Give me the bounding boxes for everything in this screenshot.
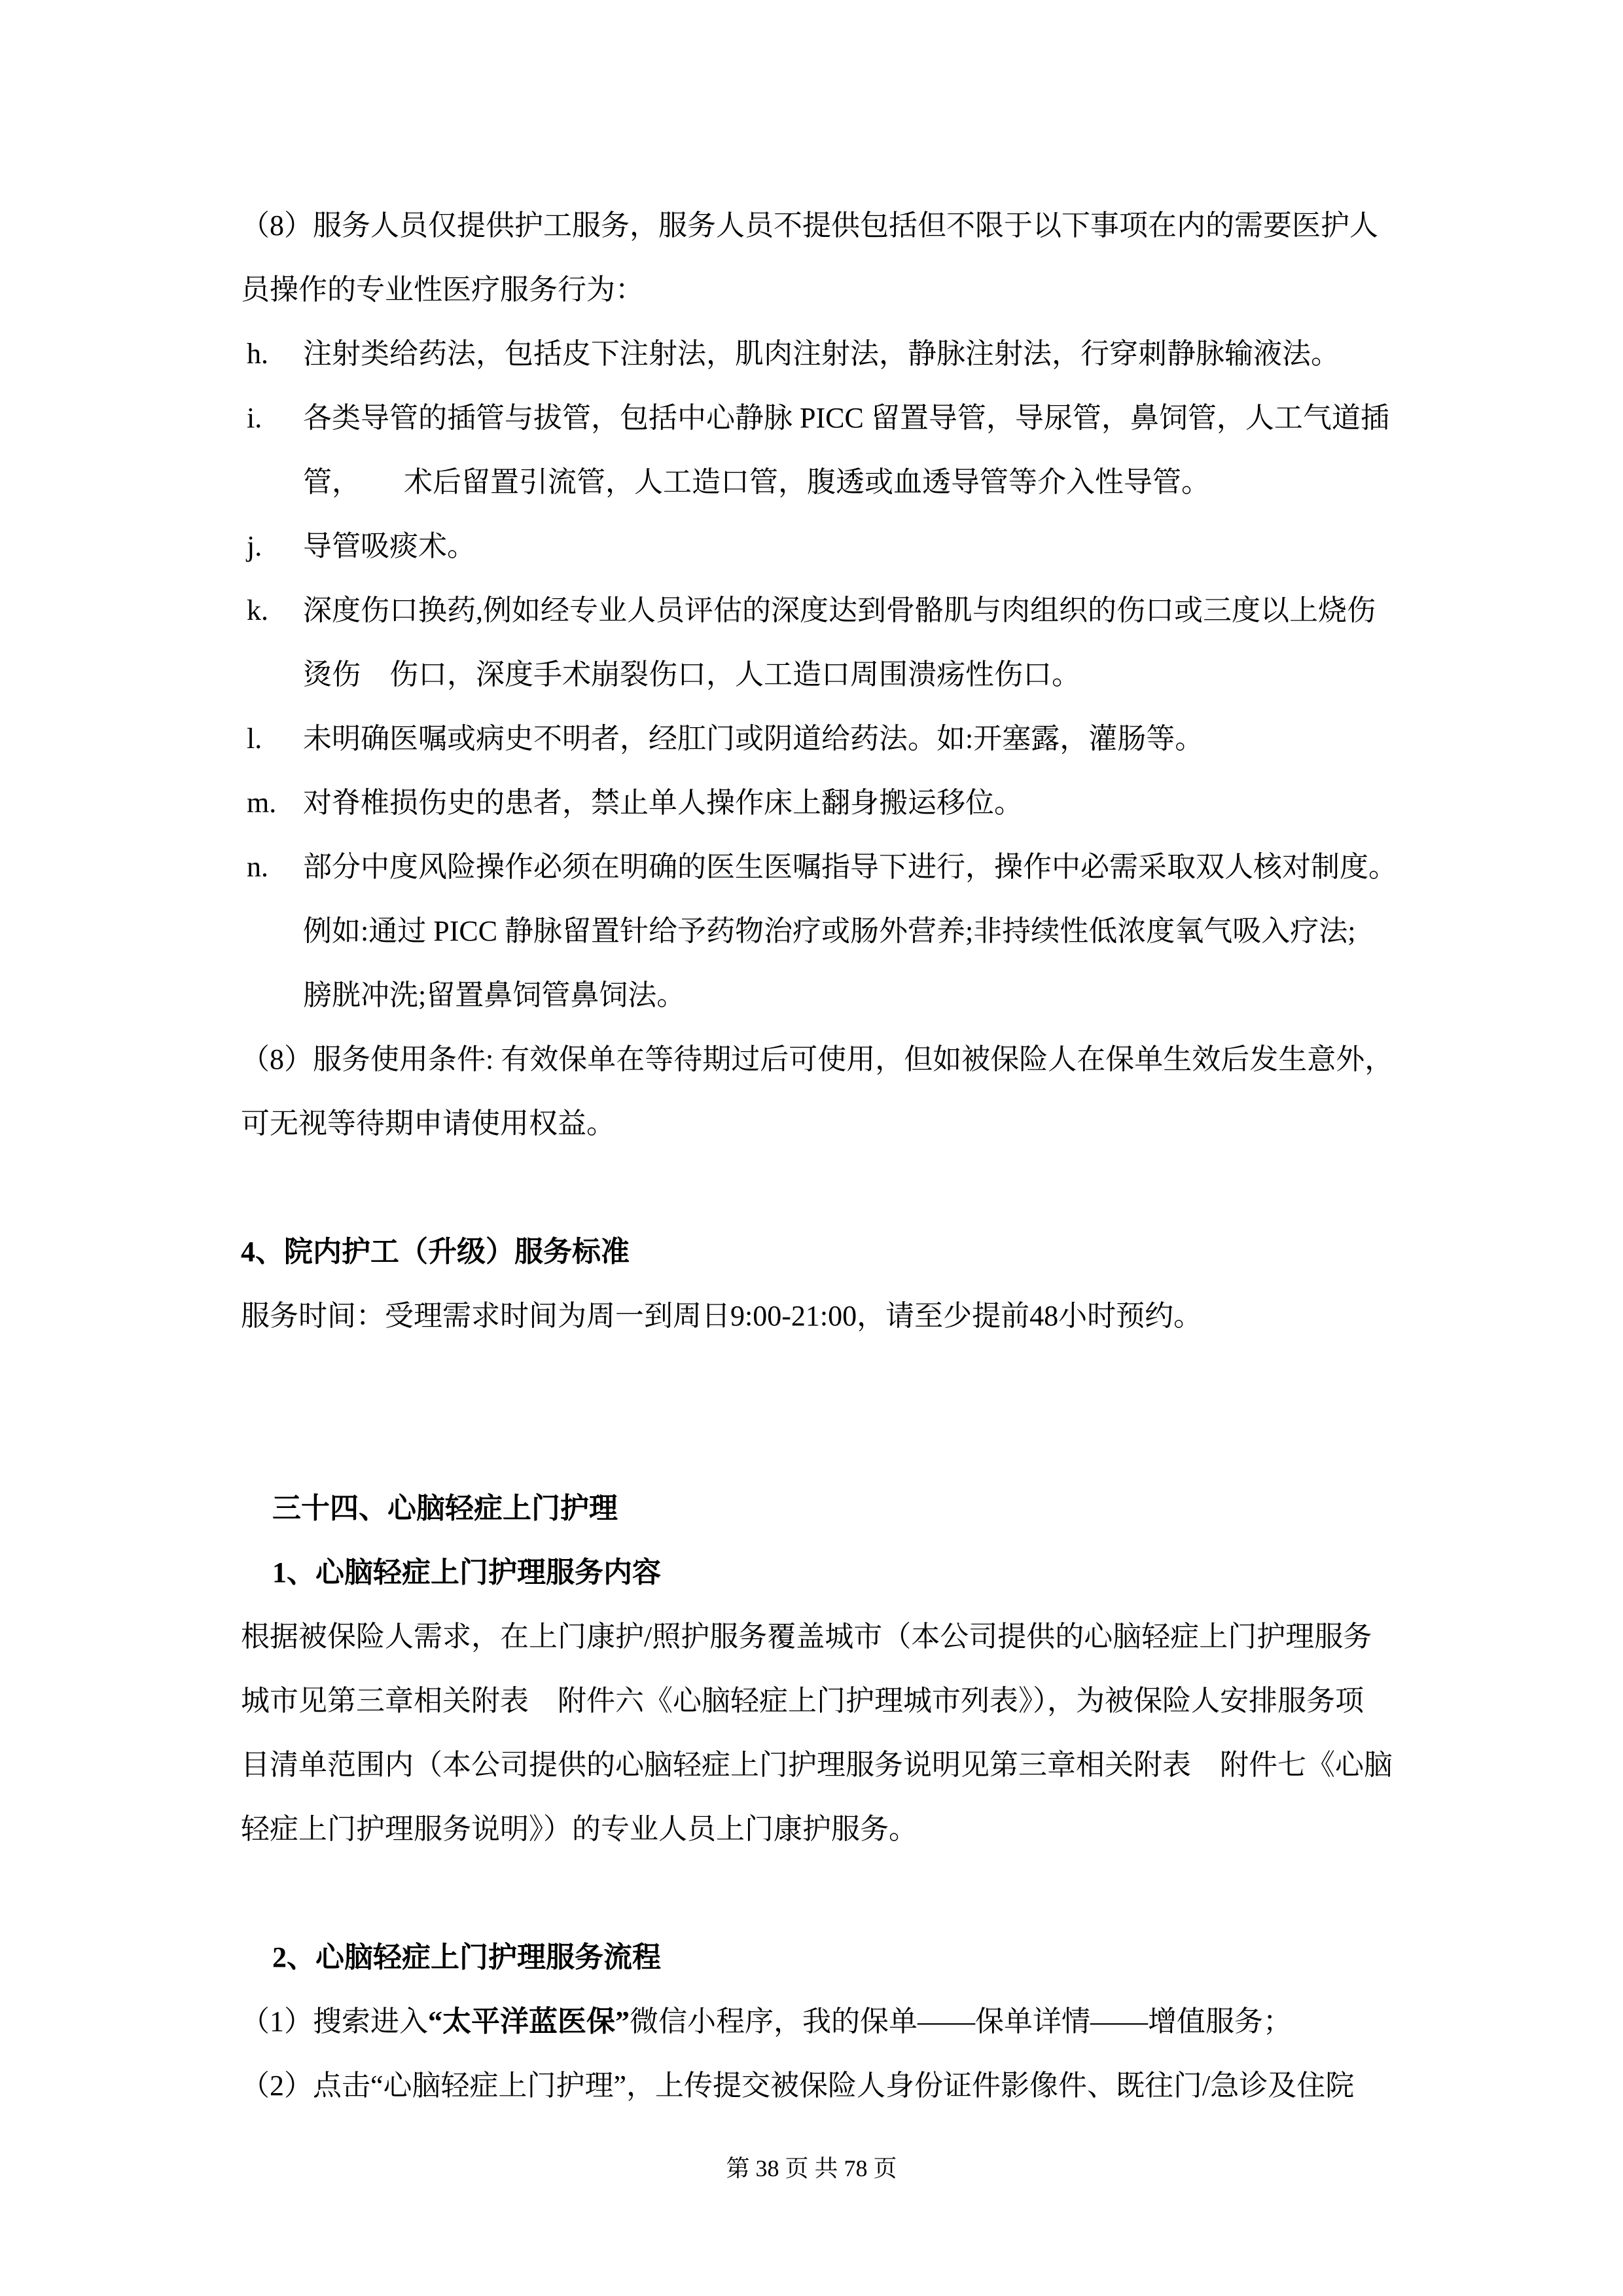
list-marker: l.: [247, 723, 262, 755]
page-number-text: 第 38 页 共 78 页: [726, 2155, 897, 2181]
text-segment: 未明确医嘱或病史不明者，经肛门或阴道给药法。如:开塞露，灌肠等。: [303, 723, 1204, 755]
list-marker: k.: [247, 594, 268, 626]
text-segment: （1）搜索进入: [241, 2005, 428, 2037]
bold-text-segment: 2、心脑轻症上门护理服务流程: [272, 1941, 661, 1973]
text-segment: 员操作的专业性医疗服务行为：: [241, 274, 644, 306]
bold-text-segment: 三十四、心脑轻症上门护理: [272, 1492, 618, 1524]
list-marker: n.: [247, 851, 268, 883]
text-segment: 轻症上门护理服务说明》）的专业人员上门康护服务。: [241, 1813, 918, 1845]
text-segment: 对脊椎损伤史的患者，禁止单人操作床上翻身搬运移位。: [303, 787, 1023, 819]
paragraph-line: [241, 194, 1395, 258]
text-segment: 注射类给药法，包括皮下注射法，肌肉注射法，静脉注射法，行穿刺静脉输液法。: [303, 338, 1340, 370]
paragraph-line: [241, 1733, 1395, 1797]
text-segment: 导管吸痰术。: [303, 530, 476, 562]
text-segment: 可无视等待期申请使用权益。: [241, 1107, 615, 1139]
paragraph-line: [241, 1028, 1395, 1092]
text-segment: 服务时间：受理需求时间为周一到周日9:00-21:00，请至少提前48小时预约。: [241, 1300, 1203, 1332]
text-segment: 各类导管的插管与拔管，包括中心静脉 PICC 留置导管，导尿管，鼻饲管，人工气道插: [303, 402, 1389, 434]
blank-line: [241, 1861, 1395, 1926]
list-marker: i.: [247, 402, 262, 434]
paragraph-line: [241, 1990, 1395, 2054]
heading-inpatient-caregiver-upgraded-standard: [241, 1220, 1395, 1284]
text-segment: 膀胱冲洗;留置鼻饲管鼻饲法。: [303, 979, 686, 1011]
heading-1-service-content: [241, 1541, 1395, 1605]
bold-text-segment: 4、院内护工（升级）服务标准: [241, 1236, 630, 1268]
paragraph-line: [241, 1605, 1395, 1669]
text-segment: 例如:通过 PICC 静脉留置针给予药物治疗或肠外营养;非持续性低浓度氧气吸入疗法;: [303, 915, 1356, 947]
heading-2-service-process: [241, 1926, 1395, 1990]
blank-line: [241, 1348, 1395, 1412]
paragraph-line: [241, 1669, 1395, 1733]
list-marker: j.: [247, 530, 262, 562]
list-item-m: [241, 771, 1395, 835]
list-marker: h.: [247, 338, 268, 370]
list-item-i: [241, 386, 1395, 450]
list-marker: m.: [247, 787, 277, 819]
list-item-k-continuation: [241, 643, 1395, 707]
list-item-n-continuation: [241, 963, 1395, 1028]
list-item-i-continuation: [241, 450, 1395, 514]
bold-text-segment: 1、心脑轻症上门护理服务内容: [272, 1556, 661, 1588]
list-item-h: [241, 322, 1395, 386]
document-body: [241, 194, 1395, 2118]
text-segment: 深度伤口换药,例如经专业人员评估的深度达到骨骼肌与肉组织的伤口或三度以上烧伤: [303, 594, 1376, 626]
heading-section-34-heart-brain-mild-home-care: [241, 1477, 1395, 1541]
text-segment: 管， 术后留置引流管，人工造口管，腹透或血透导管等介入性导管。: [303, 466, 1210, 498]
text-segment: （8）服务人员仅提供护工服务，服务人员不提供包括但不限于以下事项在内的需要医护人: [241, 209, 1378, 242]
blank-line: [241, 1412, 1395, 1477]
list-item-j: [241, 514, 1395, 579]
paragraph-line: [241, 1092, 1395, 1156]
text-segment: 烫伤 伤口，深度手术崩裂伤口，人工造口周围溃疡性伤口。: [303, 658, 1080, 691]
page-footer: [0, 2149, 1623, 2188]
blank-line: [241, 1156, 1395, 1220]
text-segment: 目清单范围内（本公司提供的心脑轻症上门护理服务说明见第三章相关附表 附件七《心脑: [241, 1749, 1393, 1781]
list-item-n: [241, 835, 1395, 899]
text-segment: 城市见第三章相关附表 附件六《心脑轻症上门护理城市列表》），为被保险人安排服务项: [241, 1685, 1364, 1717]
text-segment: （2）点击“心脑轻症上门护理”，上传提交被保险人身份证件影像件、既往门/急诊及住院: [241, 2070, 1355, 2102]
list-item-n-continuation: [241, 899, 1395, 963]
text-segment: 根据被保险人需求，在上门康护/照护服务覆盖城市（本公司提供的心脑轻症上门护理服务: [241, 1621, 1372, 1653]
text-segment: 微信小程序，我的保单——保单详情——增值服务；: [630, 2005, 1292, 2037]
paragraph-line: [241, 2054, 1395, 2118]
list-item-k: [241, 579, 1395, 643]
text-segment: 部分中度风险操作必须在明确的医生医嘱指导下进行，操作中必需采取双人核对制度。: [303, 851, 1397, 883]
list-item-l: [241, 707, 1395, 771]
bold-text-segment: “太平洋蓝医保”: [428, 2005, 630, 2037]
paragraph-line: [241, 258, 1395, 322]
paragraph-line: [241, 1797, 1395, 1861]
paragraph-line: [241, 1284, 1395, 1348]
text-segment: （8）服务使用条件: 有效保单在等待期过后可使用，但如被保险人在保单生效后发生意外，: [241, 1043, 1394, 1075]
